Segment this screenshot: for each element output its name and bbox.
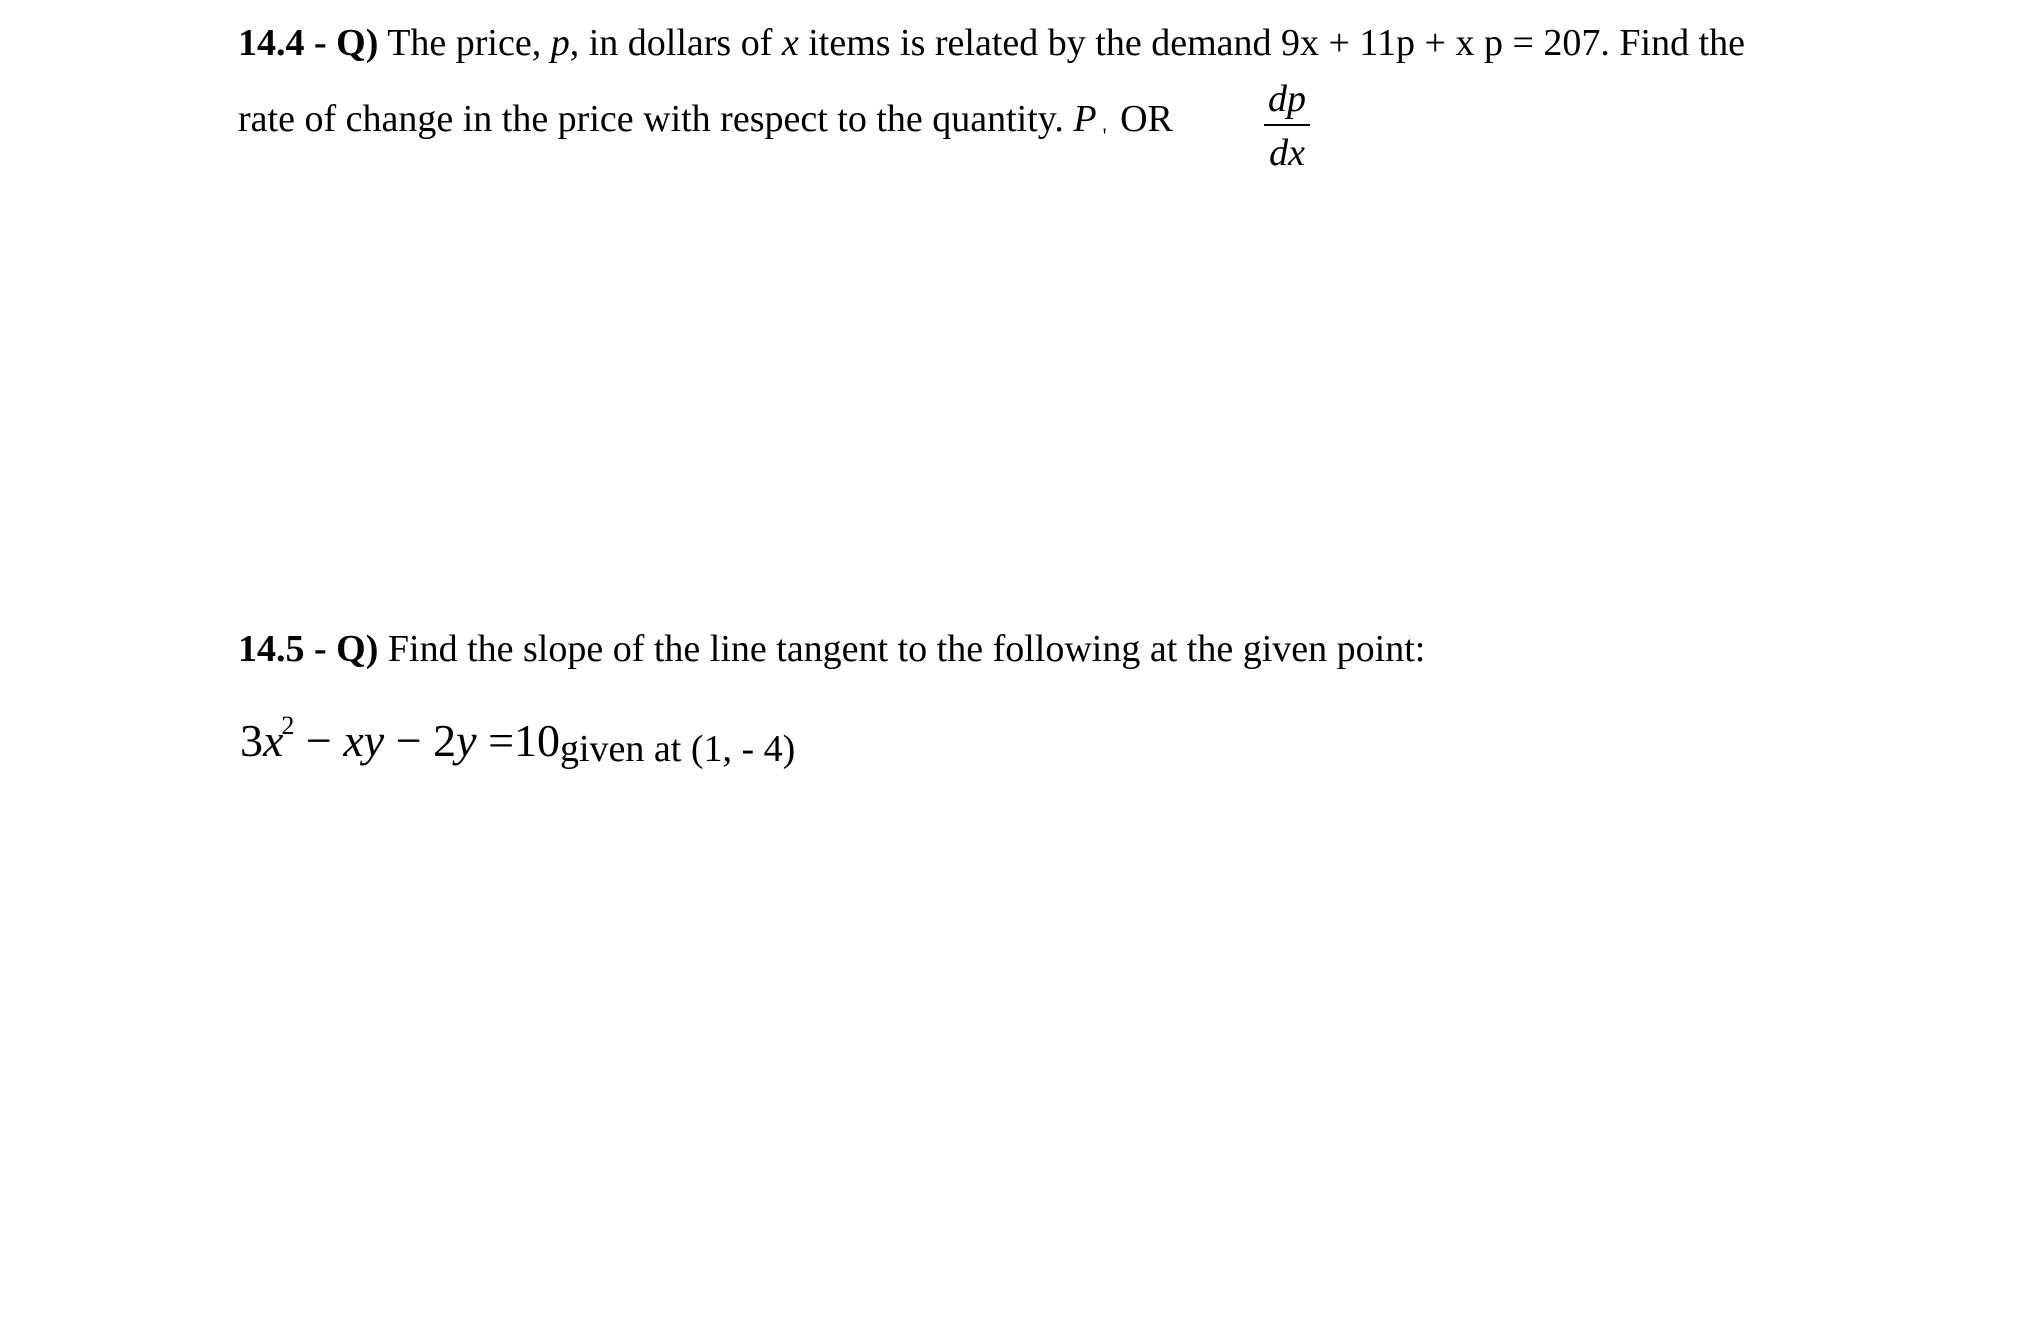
q1-fraction-numerator: dp [1268,78,1306,120]
q1-var-x: x [781,22,799,64]
q2-eq-minus-1: − [294,715,344,766]
q2-line-1 [238,630,1425,668]
q1-label: 14.4 - Q) [238,22,379,64]
q1-text-b: , in dollars of [569,22,782,64]
q2-eq-y: y [456,715,477,766]
q1-prime-mark: ' [1102,123,1107,148]
q2-eq-coefficient: 3 [240,715,263,766]
q1-line2-text: rate of change in the price with respect to the quantity. [238,98,1074,140]
q1-or-text: OR [1110,98,1173,140]
q2-eq-equals: =10 [476,715,561,766]
q1-line-2 [238,98,1173,148]
q2-text: Find the slope of the line tangent to the following at the given point: [378,628,1426,670]
q2-eq-xy: xy [343,715,385,766]
q2-eq-x: x [263,715,284,766]
q2-given-text: given at (1, - 4) [560,728,796,770]
q1-derivative-fraction [1264,80,1310,172]
q2-eq-minus-2: − 2 [384,715,457,766]
q1-fraction-bar [1264,124,1310,126]
q2-label: 14.5 - Q) [238,628,379,670]
q2-given-point [560,730,795,768]
q1-var-p: p [550,22,570,64]
q1-text-a: The price, [378,22,551,64]
q1-var-P: P [1073,98,1097,140]
q1-line-1 [238,24,1745,62]
q1-text-c: items is related by the demand 9x + 11p + x p = 207. Find the [798,22,1745,64]
q1-fraction-denominator: dx [1269,132,1305,174]
q2-eq-exponent: 2 [281,711,295,740]
q2-equation [240,711,561,766]
